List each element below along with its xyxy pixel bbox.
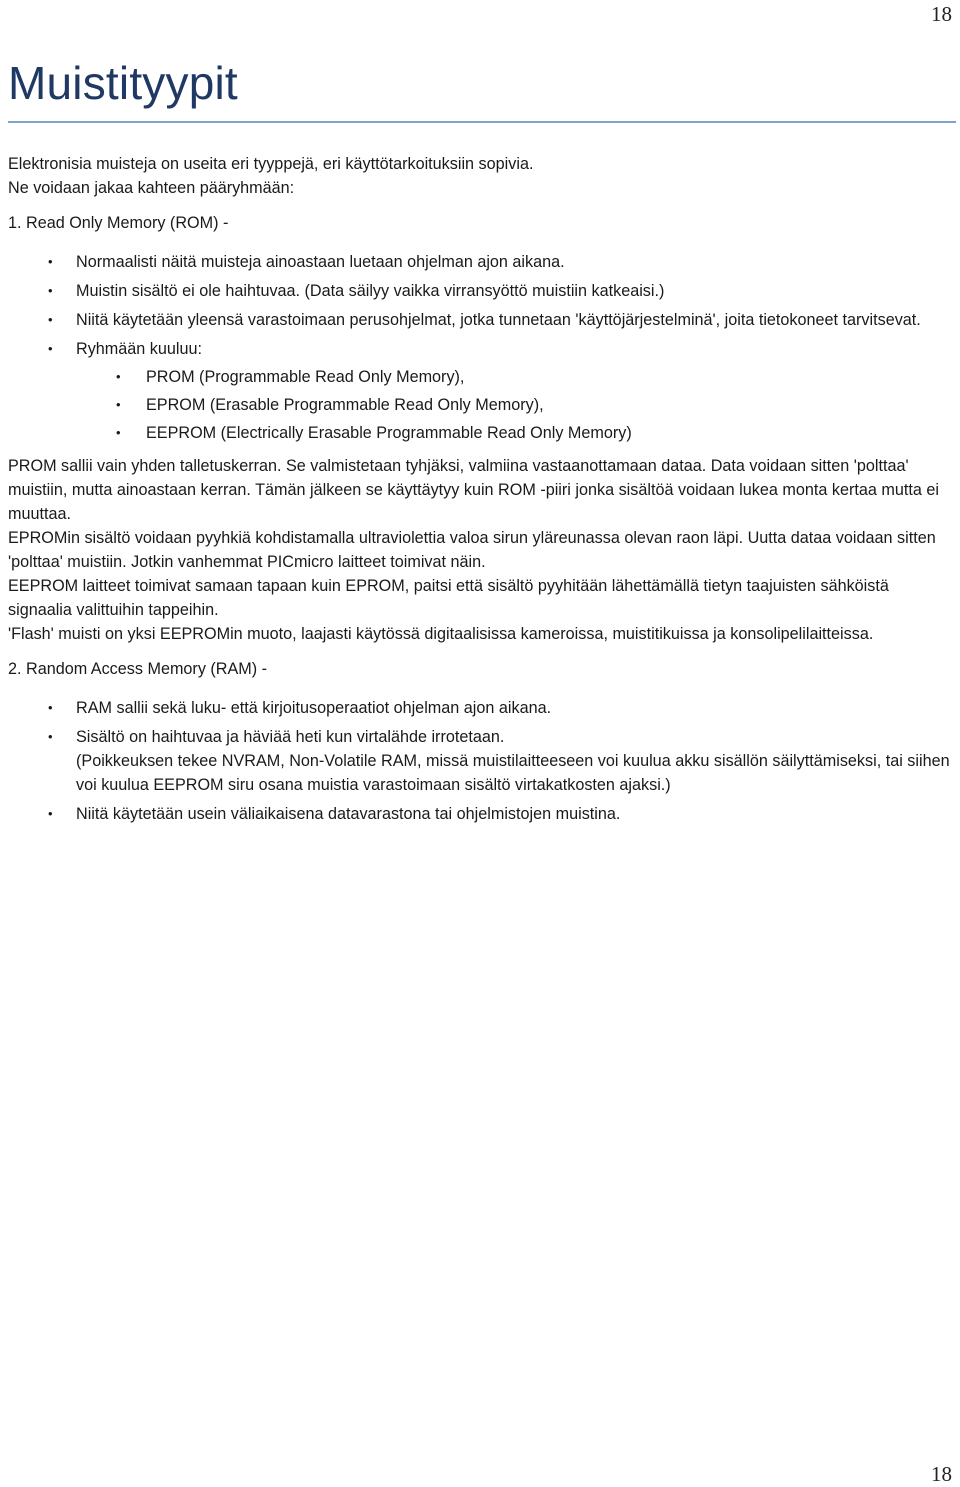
list-item-text: Niitä käytetään yleensä varastoimaan perusohjelmat, jotka tunnetaan 'käyttöjärjestelminä', joita tietokoneet tarvitsevat.: [76, 311, 921, 329]
nvram-note: (Poikkeuksen tekee NVRAM, Non-Volatile RAM, missä muistilaitteeseen voi kuulua akku sisällön säilyttämiseksi, tai siihen voi kuulua EEPROM siru osana muistia varastoimaan sisältö virtakatkosten ajaksi.): [76, 752, 950, 794]
intro-line-1: Elektronisia muisteja on useita eri tyyppejä, eri käyttötarkoituksiin sopivia.: [8, 155, 534, 173]
list-item: [8, 365, 952, 389]
bullet-icon: •: [48, 806, 53, 821]
bullet-icon: •: [48, 283, 53, 298]
list-item-text: EPROM (Erasable Programmable Read Only Memory),: [146, 396, 544, 414]
list-item-text: Ryhmään kuuluu:: [76, 340, 202, 358]
prom-paragraph: PROM sallii vain yhden talletuskerran. Se valmistetaan tyhjäksi, valmiina vastaanottamaan dataa. Data voidaan sitten 'polttaa' muistiin, mutta ainoastaan kerran. Tämän jälkeen se käyttäytyy kuin ROM -piiri jonka sisältöä voidaan lukea monta kertaa mutta ei muuttaa.: [8, 457, 939, 523]
rom-heading: 1. Read Only Memory (ROM) -: [8, 214, 229, 232]
list-item-text: RAM sallii sekä luku- että kirjoitusoperaatiot ohjelman ajon aikana.: [76, 699, 552, 717]
list-item: [8, 250, 952, 274]
list-item-text: Sisältö on haihtuvaa ja häviää heti kun virtalähde irrotetaan.: [76, 728, 505, 746]
list-item: [8, 393, 952, 417]
eprom-paragraph: EPROMin sisältö voidaan pyyhkiä kohdistamalla ultraviolettia valoa sirun yläreunassa olevan raon läpi. Uutta dataa voidaan sitten 'polttaa' muistiin. Jotkin vanhemmat PICmicro laitteet toimivat näin.: [8, 529, 936, 571]
rom-bullet-list: [8, 250, 952, 445]
intro-line-2: Ne voidaan jakaa kahteen pääryhmään:: [8, 179, 295, 197]
list-item: [8, 337, 952, 445]
list-item-text: Niitä käytetään usein väliaikaisena datavarastona tai ohjelmistojen muistina.: [76, 805, 621, 823]
list-item: [8, 802, 952, 826]
ram-bullet-list: [8, 696, 952, 826]
page-number-top: 18: [931, 2, 952, 26]
ram-heading: 2. Random Access Memory (RAM) -: [8, 660, 268, 678]
bullet-icon: •: [116, 369, 121, 384]
list-item: [8, 725, 952, 797]
list-item: [8, 308, 952, 332]
list-item-text: Normaalisti näitä muisteja ainoastaan luetaan ohjelman ajon aikana.: [76, 253, 565, 271]
list-item-text: Muistin sisältö ei ole haihtuvaa. (Data säilyy vaikka virransyöttö muistiin katkeaisi.): [76, 282, 665, 300]
title-underline: [8, 121, 956, 123]
list-item: [8, 421, 952, 445]
list-item-text: EEPROM (Electrically Erasable Programmable Read Only Memory): [146, 424, 632, 442]
list-item: [8, 279, 952, 303]
rom-subbullet-list: [8, 365, 952, 445]
bullet-icon: •: [116, 425, 121, 440]
eeprom-paragraph: EEPROM laitteet toimivat samaan tapaan kuin EPROM, paitsi että sisältö pyyhitään lähettämällä tietyn taajuisten sähköistä signaalia valittuihin tappeihin.: [8, 577, 889, 619]
bullet-icon: •: [48, 700, 53, 715]
bullet-icon: •: [116, 397, 121, 412]
flash-paragraph: 'Flash' muisti on yksi EEPROMin muoto, laajasti käytössä digitaalisissa kameroissa, muistitikuissa ja konsolipelilaitteissa.: [8, 625, 874, 643]
list-item-text: PROM (Programmable Read Only Memory),: [146, 368, 465, 386]
bullet-icon: •: [48, 729, 53, 744]
document-body: [8, 152, 952, 831]
bullet-icon: •: [48, 341, 53, 356]
list-item: [8, 696, 952, 720]
page-number-bottom: 18: [931, 1462, 952, 1486]
bullet-icon: •: [48, 312, 53, 327]
page-title: Muistityypit: [8, 57, 238, 109]
bullet-icon: •: [48, 254, 53, 269]
